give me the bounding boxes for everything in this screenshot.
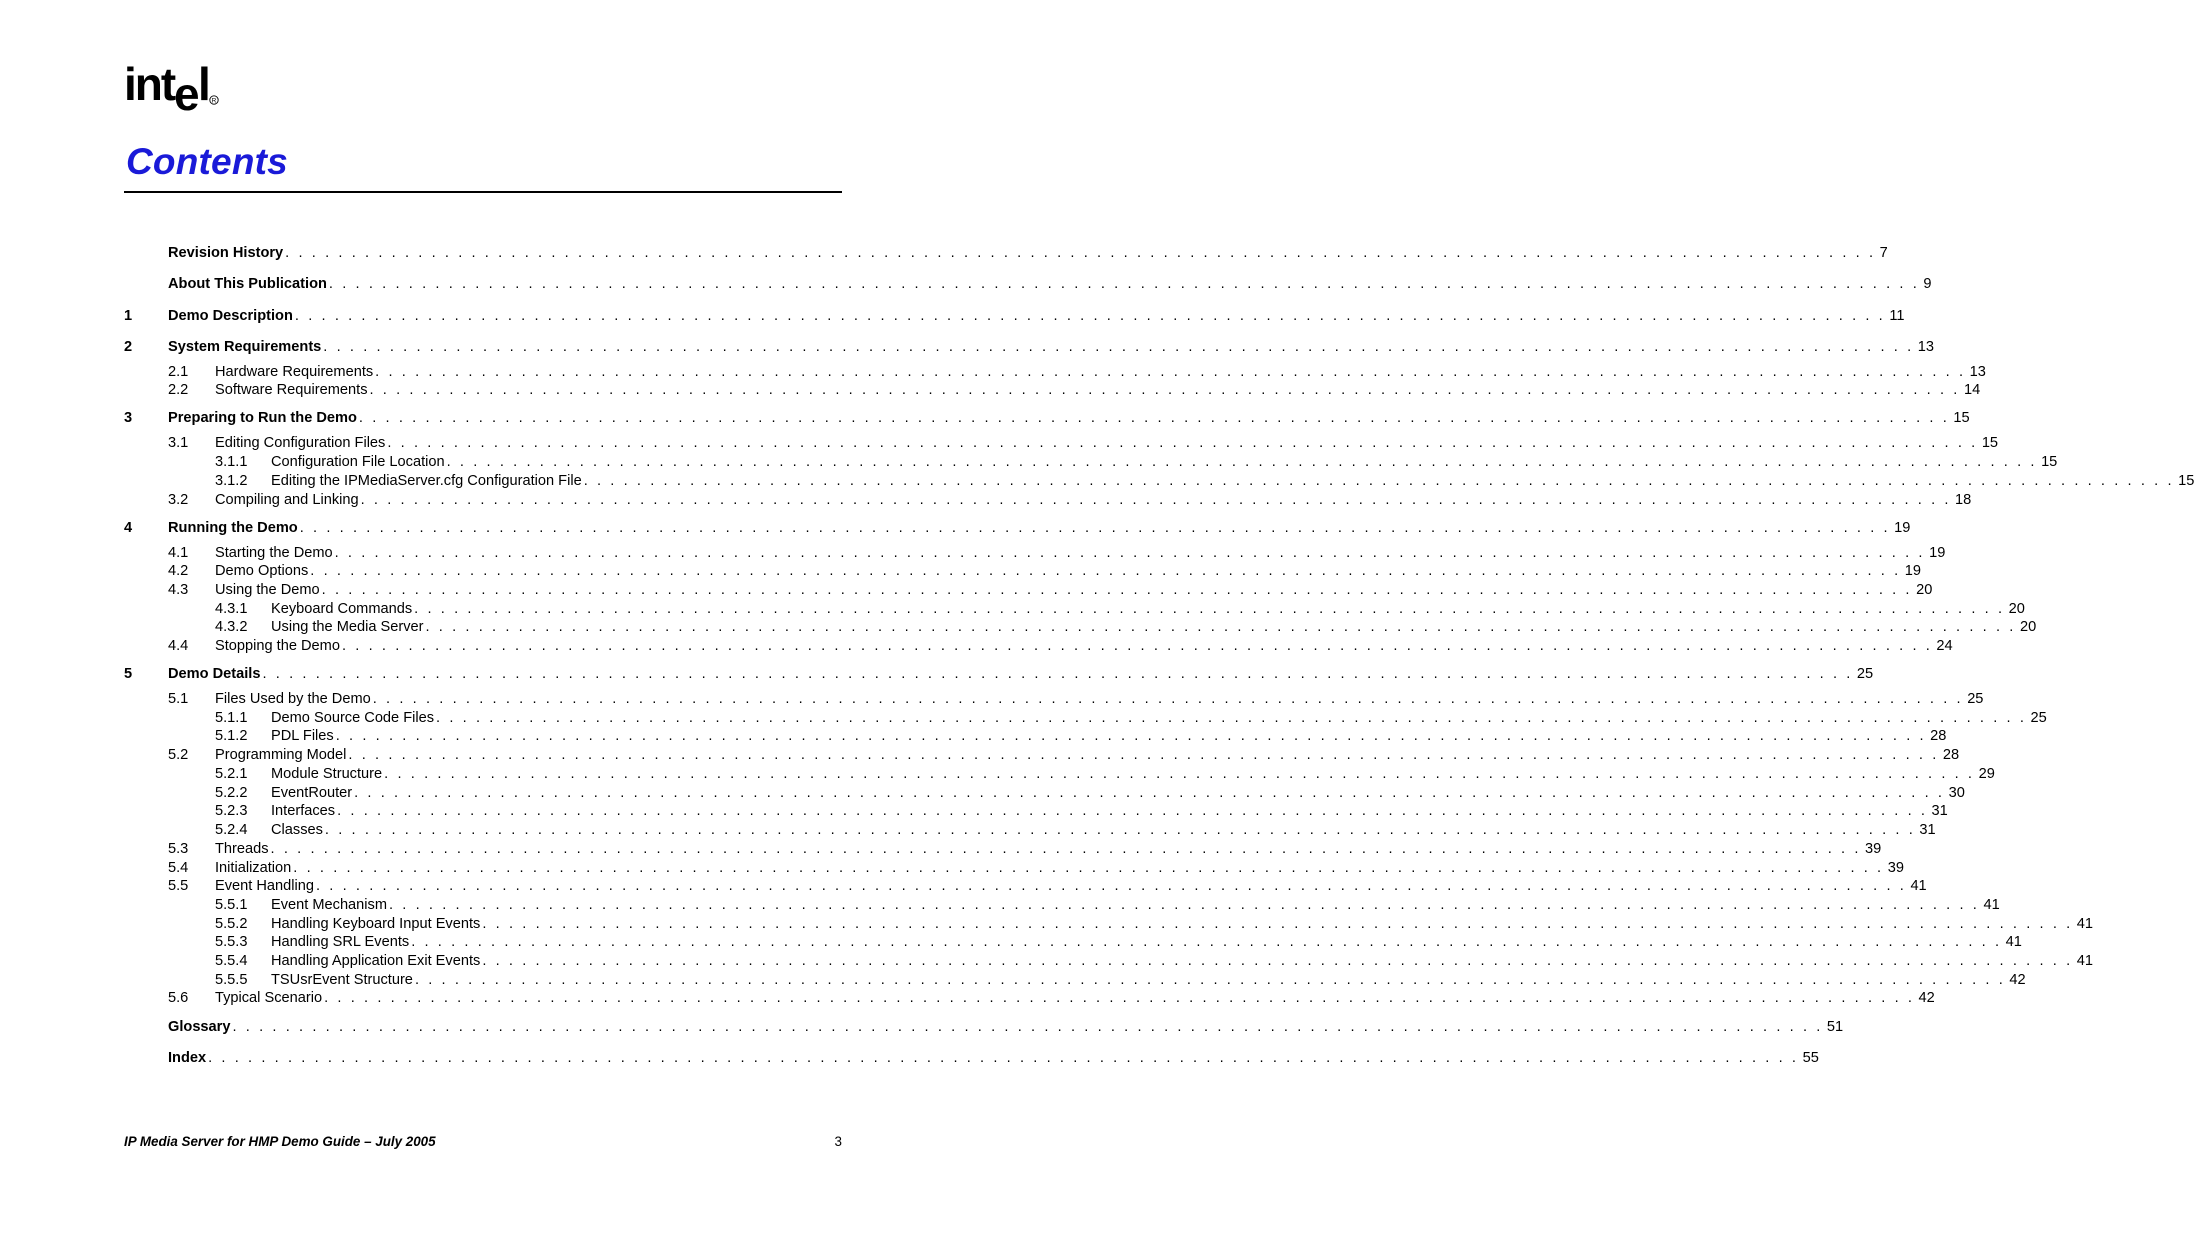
toc-dot-leader: . . . . . . . . . . . . . . . . . . . . . . . . . . . . . . . . . . . . . . . . . . . . . . . . . . . . . . . . . . . . . . . . . . . . . . . . . . . . . . . . . . . . . . . . . . . . . . . . . . . . . . . . . . . . . . . . . . . . . . . . xyxy=(375,364,1966,380)
footer-document-title: IP Media Server for HMP Demo Guide – July 2005 xyxy=(124,1134,436,1149)
toc-entry-number: 5.6 xyxy=(168,990,189,1006)
toc-dot-leader: . . . . . . . . . . . . . . . . . . . . . . . . . . . . . . . . . . . . . . . . . . . . . . . . . . . . . . . . . . . . . . . . . . . . . . . . . . . . . . . . . . . . . . . . . . . . . . . . . . . . . . . . . . . . . . . . . . . . . . . . xyxy=(337,803,1928,819)
toc-entry-number: 2.2 xyxy=(168,382,189,398)
toc-entry[interactable] xyxy=(124,363,1986,381)
toc-entry[interactable] xyxy=(124,859,1904,877)
toc-dot-leader: . . . . . . . . . . . . . . . . . . . . . . . . . . . . . . . . . . . . . . . . . . . . . . . . . . . . . . . . . . . . . . . . . . . . . . . . . . . . . . . . . . . . . . . . . . . . . . . . . . . . . . . . . . . . . . . . . . . . . . . . xyxy=(208,1050,1799,1066)
toc-entry-title: Glossary xyxy=(168,1019,231,1035)
toc-entry[interactable] xyxy=(124,915,2094,933)
toc-entry-page: 55 xyxy=(1802,1050,1819,1066)
toc-entry-title: Demo Source Code Files xyxy=(271,710,435,726)
toc-entry-number: 2.1 xyxy=(168,364,189,380)
toc-dot-leader: . . . . . . . . . . . . . . . . . . . . . . . . . . . . . . . . . . . . . . . . . . . . . . . . . . . . . . . . . . . . . . . . . . . . . . . . . . . . . . . . . . . . . . . . . . . . . . . . . . . . . . . . . . . . . . . . . . . . . . . . xyxy=(482,953,2073,969)
toc-entry-title: Software Requirements xyxy=(215,382,368,398)
toc-entry-number: 5 xyxy=(124,666,133,682)
toc-entry-number: 5.1.2 xyxy=(215,728,248,744)
toc-dot-leader: . . . . . . . . . . . . . . . . . . . . . . . . . . . . . . . . . . . . . . . . . . . . . . . . . . . . . . . . . . . . . . . . . . . . . . . . . . . . . . . . . . . . . . . . . . . . . . . . . . . . . . . . . . . . . . . . . . . . . . . . xyxy=(414,601,2005,617)
toc-entry-title: Editing the IPMediaServer.cfg Configuration File xyxy=(271,473,582,489)
toc-entry-title: Using the Demo xyxy=(215,582,320,598)
toc-entry-page: 51 xyxy=(1826,1019,1844,1035)
toc-dot-leader: . . . . . . . . . . . . . . . . . . . . . . . . . . . . . . . . . . . . . . . . . . . . . . . . . . . . . . . . . . . . . . . . . . . . . . . . . . . . . . . . . . . . . . . . . . . . . . . . . . . . . . . . . . . . . . . . . . . . . . . . xyxy=(369,382,1960,398)
toc-dot-leader: . . . . . . . . . . . . . . . . . . . . . . . . . . . . . . . . . . . . . . . . . . . . . . . . . . . . . . . . . . . . . . . . . . . . . . . . . . . . . . . . . . . . . . . . . . . . . . . . . . . . . . . . . . . . . . . . . . . . . . . . xyxy=(341,638,1933,654)
toc-entry-page: 19 xyxy=(1894,520,1911,536)
svg-text:int: int xyxy=(124,58,175,110)
toc-entry[interactable] xyxy=(124,307,1905,325)
toc-entry[interactable] xyxy=(124,784,1965,802)
toc-entry-page: 42 xyxy=(1918,990,1935,1006)
toc-dot-leader: . . . . . . . . . . . . . . . . . . . . . . . . . . . . . . . . . . . . . . . . . . . . . . . . . . . . . . . . . . . . . . . . . . . . . . . . . . . . . . . . . . . . . . . . . . . . . . . . . . . . . . . . . . . . . . . . . . . . . . . . xyxy=(321,582,1913,598)
toc-entry[interactable] xyxy=(124,665,1874,683)
toc-entry[interactable] xyxy=(124,952,2093,970)
toc-entry-title: Using the Media Server xyxy=(271,619,424,635)
toc-entry[interactable] xyxy=(124,989,1935,1007)
toc-dot-leader: . . . . . . . . . . . . . . . . . . . . . . . . . . . . . . . . . . . . . . . . . . . . . . . . . . . . . . . . . . . . . . . . . . . . . . . . . . . . . . . . . . . . . . . . . . . . . . . . . . . . . . . . . . . . . . . . . . . . . . . . xyxy=(324,822,1916,838)
toc-entry-number: 3 xyxy=(124,410,133,426)
toc-entry-number: 5.2.4 xyxy=(215,822,248,838)
toc-dot-leader: . . . . . . . . . . . . . . . . . . . . . . . . . . . . . . . . . . . . . . . . . . . . . . . . . . . . . . . . . . . . . . . . . . . . . . . . . . . . . . . . . . . . . . . . . . . . . . . . . . . . . . . . . . . . . . . . . . . . . . . . xyxy=(323,339,1914,355)
toc-dot-leader: . . . . . . . . . . . . . . . . . . . . . . . . . . . . . . . . . . . . . . . . . . . . . . . . . . . . . . . . . . . . . . . . . . . . . . . . . . . . . . . . . . . . . . . . . . . . . . . . . . . . . . . . . . . . . . . . . . . . . . . . xyxy=(446,454,2038,470)
toc-entry-number: 4.3 xyxy=(168,582,189,598)
toc-entry-page: 19 xyxy=(1904,563,1921,579)
toc-entry-page: 30 xyxy=(1948,785,1965,801)
toc-entry-title: EventRouter xyxy=(271,785,353,801)
toc-entry-title: About This Publication xyxy=(168,276,327,292)
toc-entry-page: 7 xyxy=(1879,245,1888,261)
toc-entry[interactable] xyxy=(124,877,1927,895)
toc-entry-number: 5.1 xyxy=(168,691,189,707)
toc-entry-title: Starting the Demo xyxy=(215,545,333,561)
toc-entry-page: 19 xyxy=(1929,545,1946,561)
toc-dot-leader: . . . . . . . . . . . . . . . . . . . . . . . . . . . . . . . . . . . . . . . . . . . . . . . . . . . . . . . . . . . . . . . . . . . . . . . . . . . . . . . . . . . . . . . . . . . . . . . . . . . . . . . . . . . . . . . . . . . . . . . . xyxy=(285,245,1876,261)
toc-entry-number: 4.1 xyxy=(168,545,189,561)
toc-entry-page: 41 xyxy=(2005,934,2022,950)
toc-dot-leader: . . . . . . . . . . . . . . . . . . . . . . . . . . . . . . . . . . . . . . . . . . . . . . . . . . . . . . . . . . . . . . . . . . . . . . . . . . . . . . . . . . . . . . . . . . . . . . . . . . . . . . . . . . . . . . . . . . . . . . . . xyxy=(328,276,1920,292)
toc-entry-page: 20 xyxy=(2008,601,2025,617)
toc-entry[interactable] xyxy=(124,933,2022,951)
toc-entry-title: Demo Details xyxy=(168,666,261,682)
toc-entry-page: 28 xyxy=(1930,728,1947,744)
toc-dot-leader: . . . . . . . . . . . . . . . . . . . . . . . . . . . . . . . . . . . . . . . . . . . . . . . . . . . . . . . . . . . . . . . . . . . . . . . . . . . . . . . . . . . . . . . . . . . . . . . . . . . . . . . . . . . . . . . . . . . . . . . . xyxy=(315,878,1907,894)
toc-entry-number: 1 xyxy=(124,308,133,324)
svg-text:l: l xyxy=(198,58,211,110)
toc-entry-number: 5.3 xyxy=(168,841,189,857)
toc-dot-leader: . . . . . . . . . . . . . . . . . . . . . . . . . . . . . . . . . . . . . . . . . . . . . . . . . . . . . . . . . . . . . . . . . . . . . . . . . . . . . . . . . . . . . . . . . . . . . . . . . . . . . . . . . . . . . . . . . . . . . . . . xyxy=(389,897,1980,913)
toc-entry-title: Files Used by the Demo xyxy=(215,691,371,707)
toc-entry-title: Module Structure xyxy=(271,766,383,782)
toc-dot-leader: . . . . . . . . . . . . . . . . . . . . . . . . . . . . . . . . . . . . . . . . . . . . . . . . . . . . . . . . . . . . . . . . . . . . . . . . . . . . . . . . . . . . . . . . . . . . . . . . . . . . . . . . . . . . . . . . . . . . . . . . xyxy=(411,934,2002,950)
toc-dot-leader: . . . . . . . . . . . . . . . . . . . . . . . . . . . . . . . . . . . . . . . . . . . . . . . . . . . . . . . . . . . . . . . . . . . . . . . . . . . . . . . . . . . . . . . . . . . . . . . . . . . . . . . . . . . . . . . . . . . . . . . . xyxy=(414,972,2006,988)
toc-entry[interactable] xyxy=(124,1049,1819,1067)
toc-entry-title: Editing Configuration Files xyxy=(215,435,386,451)
toc-entry-page: 15 xyxy=(1981,435,1999,451)
toc-entry[interactable] xyxy=(124,896,2000,914)
toc-entry-page: 28 xyxy=(1942,747,1960,763)
toc-entry[interactable] xyxy=(124,409,1970,427)
toc-dot-leader: . . . . . . . . . . . . . . . . . . . . . . . . . . . . . . . . . . . . . . . . . . . . . . . . . . . . . . . . . . . . . . . . . . . . . . . . . . . . . . . . . . . . . . . . . . . . . . . . . . . . . . . . . . . . . . . . . . . . . . . . xyxy=(372,691,1964,707)
toc-entry-title: PDL Files xyxy=(271,728,334,744)
toc-entry-page: 25 xyxy=(1856,666,1874,682)
toc-entry-number: 5.4 xyxy=(168,860,189,876)
toc-entry-title: Handling SRL Events xyxy=(271,934,410,950)
toc-entry-title: Handling Keyboard Input Events xyxy=(271,916,481,932)
toc-entry-title: Initialization xyxy=(215,860,292,876)
toc-entry-title: Demo Description xyxy=(168,308,293,324)
toc-entry[interactable] xyxy=(124,971,2026,989)
toc-entry[interactable] xyxy=(124,802,1948,820)
toc-dot-leader: . . . . . . . . . . . . . . . . . . . . . . . . . . . . . . . . . . . . . . . . . . . . . . . . . . . . . . . . . . . . . . . . . . . . . . . . . . . . . . . . . . . . . . . . . . . . . . . . . . . . . . . . . . . . . . . . . . . . . . . . xyxy=(293,860,1884,876)
toc-entry-page: 9 xyxy=(1923,276,1932,292)
toc-dot-leader: . . . . . . . . . . . . . . . . . . . . . . . . . . . . . . . . . . . . . . . . . . . . . . . . . . . . . . . . . . . . . . . . . . . . . . . . . . . . . . . . . . . . . . . . . . . . . . . . . . . . . . . . . . . . . . . . . . . . . . . . xyxy=(425,619,2016,635)
toc-entry-title: Event Handling xyxy=(215,878,314,894)
toc-entry-number: 5.2.2 xyxy=(215,785,248,801)
toc-entry[interactable] xyxy=(124,381,1981,399)
toc-entry-number: 5.2.1 xyxy=(215,766,248,782)
toc-entry-title: Demo Options xyxy=(215,563,309,579)
intel-logo-mark xyxy=(124,60,234,118)
intel-logo xyxy=(124,60,234,118)
toc-dot-leader: . . . . . . . . . . . . . . . . . . . . . . . . . . . . . . . . . . . . . . . . . . . . . . . . . . . . . . . . . . . . . . . . . . . . . . . . . . . . . . . . . . . . . . . . . . . . . . . . . . . . . . . . . . . . . . . . . . . . . . . . xyxy=(335,728,1927,744)
toc-entry-title: Threads xyxy=(215,841,269,857)
toc-entry-title: Programming Model xyxy=(215,747,347,763)
toc-entry-title: Stopping the Demo xyxy=(215,638,340,654)
toc-dot-leader: . . . . . . . . . . . . . . . . . . . . . . . . . . . . . . . . . . . . . . . . . . . . . . . . . . . . . . . . . . . . . . . . . . . . . . . . . . . . . . . . . . . . . . . . . . . . . . . . . . . . . . . . . . . . . . . . . . . . . . . . xyxy=(436,710,2027,726)
toc-entry[interactable] xyxy=(124,709,2047,727)
toc-entry-page: 41 xyxy=(1983,897,2000,913)
toc-entry-page: 29 xyxy=(1978,766,1995,782)
toc-entry-title: Configuration File Location xyxy=(271,454,445,470)
toc-entry[interactable] xyxy=(124,562,1921,580)
page-footer xyxy=(124,1133,842,1151)
toc-entry-number: 5.5.2 xyxy=(215,916,248,932)
toc-entry-number: 3.1 xyxy=(168,435,189,451)
toc-entry-page: 39 xyxy=(1865,841,1882,857)
toc-dot-leader: . . . . . . . . . . . . . . . . . . . . . . . . . . . . . . . . . . . . . . . . . . . . . . . . . . . . . . . . . . . . . . . . . . . . . . . . . . . . . . . . . . . . . . . . . . . . . . . . . . . . . . . . . . . . . . . . . . . . . . . . xyxy=(299,520,1891,536)
toc-dot-leader: . . . . . . . . . . . . . . . . . . . . . . . . . . . . . . . . . . . . . . . . . . . . . . . . . . . . . . . . . . . . . . . . . . . . . . . . . . . . . . . . . . . . . . . . . . . . . . . . . . . . . . . . . . . . . . . . . . . . . . . . xyxy=(270,841,1861,857)
toc-entry[interactable] xyxy=(124,453,2058,471)
toc-dot-leader: . . . . . . . . . . . . . . . . . . . . . . . . . . . . . . . . . . . . . . . . . . . . . . . . . . . . . . . . . . . . . . . . . . . . . . . . . . . . . . . . . . . . . . . . . . . . . . . . . . . . . . . . . . . . . . . . . . . . . . . . xyxy=(387,435,1978,451)
toc-dot-leader: . . . . . . . . . . . . . . . . . . . . . . . . . . . . . . . . . . . . . . . . . . . . . . . . . . . . . . . . . . . . . . . . . . . . . . . . . . . . . . . . . . . . . . . . . . . . . . . . . . . . . . . . . . . . . . . . . . . . . . . . xyxy=(583,473,2175,489)
toc-entry-page: 41 xyxy=(2076,953,2093,969)
toc-entry-number: 4.3.1 xyxy=(215,601,248,617)
toc-entry-number: 5.5.1 xyxy=(215,897,248,913)
toc-dot-leader: . . . . . . . . . . . . . . . . . . . . . . . . . . . . . . . . . . . . . . . . . . . . . . . . . . . . . . . . . . . . . . . . . . . . . . . . . . . . . . . . . . . . . . . . . . . . . . . . . . . . . . . . . . . . . . . . . . . . . . . . xyxy=(360,492,1952,508)
toc-entry-page: 15 xyxy=(2178,473,2194,489)
toc-entry-number: 3.1.2 xyxy=(215,473,248,489)
toc-entry-title: Classes xyxy=(271,822,323,838)
toc-entry-number: 5.5.4 xyxy=(215,953,248,969)
toc-entry-number: 3.2 xyxy=(168,492,189,508)
toc-entry-number: 5.5 xyxy=(168,878,189,894)
toc-entry[interactable] xyxy=(124,434,1999,452)
toc-entry-page: 18 xyxy=(1955,492,1972,508)
toc-dot-leader: . . . . . . . . . . . . . . . . . . . . . . . . . . . . . . . . . . . . . . . . . . . . . . . . . . . . . . . . . . . . . . . . . . . . . . . . . . . . . . . . . . . . . . . . . . . . . . . . . . . . . . . . . . . . . . . . . . . . . . . . xyxy=(334,545,1926,561)
toc-entry-number: 5.5.3 xyxy=(215,934,248,950)
toc-entry-title: Handling Application Exit Events xyxy=(271,953,481,969)
toc-entry-title: Keyboard Commands xyxy=(271,601,413,617)
title-rule xyxy=(124,191,842,193)
svg-text:e: e xyxy=(174,68,198,120)
toc-entry-number: 4.4 xyxy=(168,638,189,654)
toc-entry[interactable] xyxy=(124,275,1932,293)
toc-entry[interactable] xyxy=(124,690,1984,708)
toc-entry-number: 2 xyxy=(124,339,133,355)
toc-entry-page: 20 xyxy=(2019,619,2037,635)
toc-entry-number: 4 xyxy=(124,520,133,536)
toc-entry[interactable] xyxy=(124,618,2037,636)
toc-entry-page: 24 xyxy=(1936,638,1953,654)
toc-entry[interactable] xyxy=(124,637,1953,655)
toc-entry-title: Index xyxy=(168,1050,207,1066)
toc-entry-title: Revision History xyxy=(168,245,284,261)
toc-entry-title: TSUsrEvent Structure xyxy=(271,972,413,988)
svg-text:R: R xyxy=(211,97,217,105)
toc-entry-number: 5.2 xyxy=(168,747,189,763)
toc-dot-leader: . . . . . . . . . . . . . . . . . . . . . . . . . . . . . . . . . . . . . . . . . . . . . . . . . . . . . . . . . . . . . . . . . . . . . . . . . . . . . . . . . . . . . . . . . . . . . . . . . . . . . . . . . . . . . . . . . . . . . . . . xyxy=(348,747,1939,763)
toc-dot-leader: . . . . . . . . . . . . . . . . . . . . . . . . . . . . . . . . . . . . . . . . . . . . . . . . . . . . . . . . . . . . . . . . . . . . . . . . . . . . . . . . . . . . . . . . . . . . . . . . . . . . . . . . . . . . . . . . . . . . . . . . xyxy=(324,990,1915,1006)
toc-entry-page: 39 xyxy=(1887,860,1904,876)
toc-entry-page: 13 xyxy=(1969,364,1986,380)
toc-entry-page: 11 xyxy=(1889,308,1905,324)
toc-entry[interactable] xyxy=(124,472,2194,490)
toc-entry-page: 42 xyxy=(2009,972,2026,988)
toc-entry[interactable] xyxy=(124,765,1995,783)
toc-dot-leader: . . . . . . . . . . . . . . . . . . . . . . . . . . . . . . . . . . . . . . . . . . . . . . . . . . . . . . . . . . . . . . . . . . . . . . . . . . . . . . . . . . . . . . . . . . . . . . . . . . . . . . . . . . . . . . . . . . . . . . . . xyxy=(354,785,1945,801)
toc-entry[interactable] xyxy=(124,544,1946,562)
footer-page-number: 3 xyxy=(834,1134,842,1149)
toc-entry[interactable] xyxy=(124,519,1911,537)
toc-dot-leader: . . . . . . . . . . . . . . . . . . . . . . . . . . . . . . . . . . . . . . . . . . . . . . . . . . . . . . . . . . . . . . . . . . . . . . . . . . . . . . . . . . . . . . . . . . . . . . . . . . . . . . . . . . . . . . . . . . . . . . . . xyxy=(358,410,1950,426)
toc-entry[interactable] xyxy=(124,581,1933,599)
toc-entry-page: 25 xyxy=(1967,691,1984,707)
toc-entry-title: Interfaces xyxy=(271,803,336,819)
toc-entry-number: 4.2 xyxy=(168,563,189,579)
toc-entry-title: Event Mechanism xyxy=(271,897,387,913)
toc-entry[interactable] xyxy=(124,746,1960,764)
toc-entry-page: 15 xyxy=(2041,454,2058,470)
toc-entry[interactable] xyxy=(124,1018,1844,1036)
toc-dot-leader: . . . . . . . . . . . . . . . . . . . . . . . . . . . . . . . . . . . . . . . . . . . . . . . . . . . . . . . . . . . . . . . . . . . . . . . . . . . . . . . . . . . . . . . . . . . . . . . . . . . . . . . . . . . . . . . . . . . . . . . . xyxy=(482,916,2073,932)
toc-entry[interactable] xyxy=(124,840,1882,858)
toc-entry-title: Preparing to Run the Demo xyxy=(168,410,357,426)
toc-dot-leader: . . . . . . . . . . . . . . . . . . . . . . . . . . . . . . . . . . . . . . . . . . . . . . . . . . . . . . . . . . . . . . . . . . . . . . . . . . . . . . . . . . . . . . . . . . . . . . . . . . . . . . . . . . . . . . . . . . . . . . . . xyxy=(262,666,1853,682)
toc-dot-leader: . . . . . . . . . . . . . . . . . . . . . . . . . . . . . . . . . . . . . . . . . . . . . . . . . . . . . . . . . . . . . . . . . . . . . . . . . . . . . . . . . . . . . . . . . . . . . . . . . . . . . . . . . . . . . . . . . . . . . . . . xyxy=(384,766,1975,782)
toc-entry[interactable] xyxy=(124,491,1972,509)
toc-dot-leader: . . . . . . . . . . . . . . . . . . . . . . . . . . . . . . . . . . . . . . . . . . . . . . . . . . . . . . . . . . . . . . . . . . . . . . . . . . . . . . . . . . . . . . . . . . . . . . . . . . . . . . . . . . . . . . . . . . . . . . . . xyxy=(294,308,1886,324)
toc-entry-page: 31 xyxy=(1931,803,1948,819)
toc-entry-title: Typical Scenario xyxy=(215,990,323,1006)
toc-dot-leader: . . . . . . . . . . . . . . . . . . . . . . . . . . . . . . . . . . . . . . . . . . . . . . . . . . . . . . . . . . . . . . . . . . . . . . . . . . . . . . . . . . . . . . . . . . . . . . . . . . . . . . . . . . . . . . . . . . . . . . . . xyxy=(232,1019,1823,1035)
toc-entry-page: 25 xyxy=(2030,710,2047,726)
toc-entry-page: 31 xyxy=(1919,822,1936,838)
toc-entry-number: 3.1.1 xyxy=(215,454,248,470)
toc-entry-number: 4.3.2 xyxy=(215,619,248,635)
toc-entry-page: 15 xyxy=(1953,410,1970,426)
toc-entry[interactable] xyxy=(124,244,1888,262)
toc-entry-page: 13 xyxy=(1917,339,1934,355)
toc-entry-title: Running the Demo xyxy=(168,520,298,536)
toc-entry-page: 20 xyxy=(1916,582,1933,598)
toc-entry[interactable] xyxy=(124,727,1947,745)
toc-entry-number: 5.5.5 xyxy=(215,972,248,988)
toc-entry-page: 41 xyxy=(1910,878,1927,894)
toc-dot-leader: . . . . . . . . . . . . . . . . . . . . . . . . . . . . . . . . . . . . . . . . . . . . . . . . . . . . . . . . . . . . . . . . . . . . . . . . . . . . . . . . . . . . . . . . . . . . . . . . . . . . . . . . . . . . . . . . . . . . . . . . xyxy=(310,563,1901,579)
toc-entry-number: 5.1.1 xyxy=(215,710,248,726)
toc-entry-number: 5.2.3 xyxy=(215,803,248,819)
toc-entry-page: 41 xyxy=(2076,916,2094,932)
toc-entry[interactable] xyxy=(124,600,2025,618)
toc-entry-page: 14 xyxy=(1963,382,1981,398)
toc-entry-title: System Requirements xyxy=(168,339,322,355)
toc-entry-title: Compiling and Linking xyxy=(215,492,359,508)
toc-entry[interactable] xyxy=(124,338,1934,356)
toc-entry[interactable] xyxy=(124,821,1936,839)
toc-entry-title: Hardware Requirements xyxy=(215,364,374,380)
page-title: Contents xyxy=(126,141,288,182)
